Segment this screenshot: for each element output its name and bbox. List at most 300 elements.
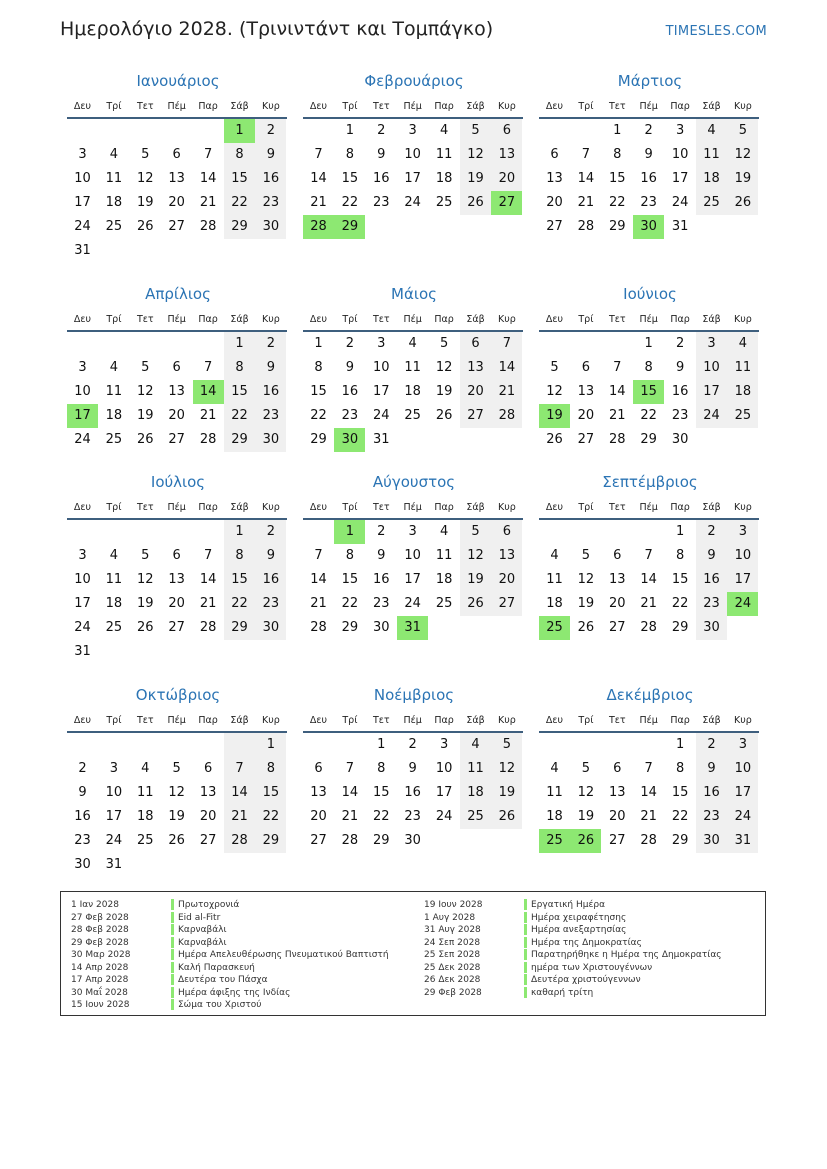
day-cell[interactable]: 20 <box>168 408 185 423</box>
day-cell[interactable]: 19 <box>577 596 595 611</box>
day-cell[interactable]: 14 <box>609 384 626 399</box>
day-cell[interactable]: 13 <box>491 544 522 568</box>
day-cell[interactable]: 15 <box>255 781 286 805</box>
day-cell[interactable]: 14 <box>341 785 359 800</box>
day-cell[interactable]: 4 <box>408 336 417 351</box>
day-cell[interactable]: 11 <box>105 384 123 399</box>
day-cell[interactable]: 25 <box>460 805 491 829</box>
day-cell[interactable]: 2 <box>255 332 286 356</box>
day-cell[interactable]: 4 <box>727 332 758 356</box>
day-cell[interactable]: 18 <box>460 781 491 805</box>
day-cell[interactable]: 28 <box>491 404 522 428</box>
day-cell[interactable]: 30 <box>696 616 727 640</box>
day-cell[interactable]: 21 <box>640 596 657 611</box>
day-cell[interactable]: 12 <box>546 384 563 399</box>
day-cell[interactable]: 1 <box>224 332 255 356</box>
day-cell[interactable]: 8 <box>377 761 386 776</box>
day-cell[interactable]: 6 <box>460 332 491 356</box>
day-cell[interactable]: 1 <box>377 737 386 752</box>
day-cell[interactable]: 28 <box>640 620 657 635</box>
day-cell[interactable]: 22 <box>671 809 689 824</box>
day-cell[interactable]: 24 <box>435 809 453 824</box>
day-cell[interactable]: 17 <box>74 596 91 611</box>
day-cell[interactable]: 15 <box>609 171 626 186</box>
day-cell[interactable]: 22 <box>224 191 255 215</box>
day-cell[interactable]: 12 <box>460 544 491 568</box>
day-cell[interactable]: 12 <box>435 360 453 375</box>
day-cell[interactable]: 3 <box>408 524 417 539</box>
day-cell[interactable]: 17 <box>727 781 758 805</box>
day-cell[interactable]: 20 <box>168 596 185 611</box>
day-cell[interactable]: 21 <box>491 380 522 404</box>
day-cell[interactable]: 27 <box>609 620 626 635</box>
day-cell[interactable]: 18 <box>435 572 453 587</box>
day-cell[interactable]: 19 <box>460 568 491 592</box>
day-cell[interactable]: 8 <box>613 147 622 162</box>
day-cell[interactable]: 18 <box>137 809 154 824</box>
day-cell[interactable]: 8 <box>314 360 323 375</box>
day-cell[interactable]: 14 <box>224 781 255 805</box>
day-cell[interactable]: 18 <box>105 195 123 210</box>
day-cell[interactable]: 30 <box>74 857 91 872</box>
holiday-day[interactable]: 30 <box>633 215 664 239</box>
day-cell[interactable]: 5 <box>581 548 591 563</box>
day-cell[interactable]: 2 <box>345 336 355 351</box>
day-cell[interactable]: 14 <box>199 572 217 587</box>
holiday-day[interactable]: 25 <box>539 616 570 640</box>
day-cell[interactable]: 20 <box>609 596 626 611</box>
day-cell[interactable]: 19 <box>137 195 154 210</box>
day-cell[interactable]: 22 <box>224 592 255 616</box>
day-cell[interactable]: 25 <box>105 432 123 447</box>
day-cell[interactable]: 18 <box>105 596 123 611</box>
brand-link[interactable]: TIMESLES.COM <box>665 24 767 39</box>
day-cell[interactable]: 15 <box>224 167 255 191</box>
day-cell[interactable]: 19 <box>137 596 154 611</box>
day-cell[interactable]: 16 <box>404 785 421 800</box>
day-cell[interactable]: 23 <box>696 592 727 616</box>
day-cell[interactable]: 29 <box>373 833 390 848</box>
day-cell[interactable]: 23 <box>74 833 91 848</box>
day-cell[interactable]: 30 <box>373 620 390 635</box>
day-cell[interactable]: 4 <box>550 761 559 776</box>
day-cell[interactable]: 26 <box>137 432 154 447</box>
day-cell[interactable]: 3 <box>78 360 87 375</box>
day-cell[interactable]: 15 <box>341 572 359 587</box>
day-cell[interactable]: 17 <box>74 195 91 210</box>
day-cell[interactable]: 9 <box>408 761 417 776</box>
day-cell[interactable]: 31 <box>727 829 758 853</box>
day-cell[interactable]: 9 <box>696 544 727 568</box>
day-cell[interactable]: 1 <box>224 520 255 544</box>
day-cell[interactable]: 16 <box>696 568 727 592</box>
day-cell[interactable]: 4 <box>109 360 119 375</box>
day-cell[interactable]: 21 <box>310 596 327 611</box>
day-cell[interactable]: 29 <box>609 219 626 234</box>
day-cell[interactable]: 17 <box>671 171 689 186</box>
day-cell[interactable]: 10 <box>74 572 91 587</box>
day-cell[interactable]: 27 <box>491 592 522 616</box>
holiday-day[interactable]: 1 <box>334 520 365 544</box>
day-cell[interactable]: 18 <box>546 809 563 824</box>
day-cell[interactable]: 29 <box>224 616 255 640</box>
day-cell[interactable]: 22 <box>671 596 689 611</box>
day-cell[interactable]: 7 <box>644 548 653 563</box>
day-cell[interactable]: 28 <box>199 432 217 447</box>
day-cell[interactable]: 7 <box>644 761 653 776</box>
day-cell[interactable]: 11 <box>460 757 491 781</box>
day-cell[interactable]: 17 <box>435 785 453 800</box>
day-cell[interactable]: 2 <box>696 733 727 757</box>
day-cell[interactable]: 29 <box>341 620 359 635</box>
day-cell[interactable]: 21 <box>199 195 217 210</box>
day-cell[interactable]: 10 <box>105 785 123 800</box>
day-cell[interactable]: 31 <box>105 857 123 872</box>
day-cell[interactable]: 31 <box>74 243 91 258</box>
day-cell[interactable]: 14 <box>640 572 657 587</box>
day-cell[interactable]: 7 <box>314 548 323 563</box>
day-cell[interactable]: 9 <box>377 548 386 563</box>
day-cell[interactable]: 19 <box>727 167 758 191</box>
day-cell[interactable]: 22 <box>341 596 359 611</box>
day-cell[interactable]: 23 <box>671 408 689 423</box>
day-cell[interactable]: 12 <box>168 785 185 800</box>
day-cell[interactable]: 9 <box>696 757 727 781</box>
day-cell[interactable]: 2 <box>408 737 417 752</box>
holiday-day[interactable]: 28 <box>303 215 334 239</box>
day-cell[interactable]: 12 <box>577 785 595 800</box>
day-cell[interactable]: 22 <box>255 805 286 829</box>
day-cell[interactable]: 26 <box>727 191 758 215</box>
day-cell[interactable]: 20 <box>491 167 522 191</box>
day-cell[interactable]: 30 <box>255 215 286 239</box>
day-cell[interactable]: 8 <box>224 143 255 167</box>
day-cell[interactable]: 1 <box>675 524 685 539</box>
day-cell[interactable]: 19 <box>137 408 154 423</box>
holiday-day[interactable]: 25 <box>539 829 570 853</box>
day-cell[interactable]: 26 <box>491 805 522 829</box>
day-cell[interactable]: 16 <box>696 781 727 805</box>
day-cell[interactable]: 8 <box>644 360 653 375</box>
day-cell[interactable]: 20 <box>609 809 626 824</box>
day-cell[interactable]: 11 <box>696 143 727 167</box>
day-cell[interactable]: 14 <box>491 356 522 380</box>
day-cell[interactable]: 27 <box>168 219 185 234</box>
day-cell[interactable]: 18 <box>727 380 758 404</box>
day-cell[interactable]: 12 <box>137 572 154 587</box>
day-cell[interactable]: 4 <box>109 548 119 563</box>
day-cell[interactable]: 12 <box>727 143 758 167</box>
day-cell[interactable]: 20 <box>168 195 185 210</box>
day-cell[interactable]: 13 <box>168 384 185 399</box>
day-cell[interactable]: 23 <box>404 809 421 824</box>
day-cell[interactable]: 12 <box>460 143 491 167</box>
day-cell[interactable]: 23 <box>696 805 727 829</box>
day-cell[interactable]: 17 <box>404 572 421 587</box>
day-cell[interactable]: 1 <box>314 336 323 351</box>
day-cell[interactable]: 11 <box>727 356 758 380</box>
day-cell[interactable]: 9 <box>675 360 685 375</box>
holiday-day[interactable]: 29 <box>334 215 365 239</box>
day-cell[interactable]: 19 <box>168 809 185 824</box>
holiday-day[interactable]: 26 <box>570 829 601 853</box>
day-cell[interactable]: 6 <box>172 548 181 563</box>
day-cell[interactable]: 17 <box>373 384 390 399</box>
day-cell[interactable]: 17 <box>696 380 727 404</box>
day-cell[interactable]: 6 <box>581 360 591 375</box>
day-cell[interactable]: 3 <box>109 761 119 776</box>
holiday-day[interactable]: 15 <box>633 380 664 404</box>
holiday-day[interactable]: 1 <box>224 119 255 143</box>
day-cell[interactable]: 5 <box>141 147 150 162</box>
day-cell[interactable]: 15 <box>224 380 255 404</box>
day-cell[interactable]: 9 <box>78 785 87 800</box>
day-cell[interactable]: 4 <box>460 733 491 757</box>
day-cell[interactable]: 1 <box>345 123 355 138</box>
day-cell[interactable]: 23 <box>255 592 286 616</box>
day-cell[interactable]: 5 <box>550 360 559 375</box>
day-cell[interactable]: 14 <box>577 171 595 186</box>
holiday-day[interactable]: 19 <box>539 404 570 428</box>
day-cell[interactable]: 25 <box>404 408 421 423</box>
day-cell[interactable]: 9 <box>255 356 286 380</box>
day-cell[interactable]: 4 <box>109 147 119 162</box>
day-cell[interactable]: 7 <box>613 360 622 375</box>
day-cell[interactable]: 27 <box>609 833 626 848</box>
day-cell[interactable]: 3 <box>696 332 727 356</box>
day-cell[interactable]: 9 <box>644 147 653 162</box>
day-cell[interactable]: 24 <box>373 408 390 423</box>
day-cell[interactable]: 15 <box>671 572 689 587</box>
day-cell[interactable]: 13 <box>577 384 595 399</box>
day-cell[interactable]: 20 <box>577 408 595 423</box>
day-cell[interactable]: 13 <box>168 572 185 587</box>
day-cell[interactable]: 10 <box>373 360 390 375</box>
day-cell[interactable]: 5 <box>141 360 150 375</box>
day-cell[interactable]: 21 <box>310 195 327 210</box>
day-cell[interactable]: 11 <box>105 171 123 186</box>
day-cell[interactable]: 27 <box>310 833 327 848</box>
day-cell[interactable]: 28 <box>199 219 217 234</box>
day-cell[interactable]: 3 <box>675 123 685 138</box>
day-cell[interactable]: 27 <box>546 219 563 234</box>
day-cell[interactable]: 16 <box>255 380 286 404</box>
day-cell[interactable]: 6 <box>172 360 181 375</box>
day-cell[interactable]: 7 <box>203 548 213 563</box>
day-cell[interactable]: 30 <box>696 829 727 853</box>
day-cell[interactable]: 27 <box>168 620 185 635</box>
day-cell[interactable]: 18 <box>546 596 563 611</box>
day-cell[interactable]: 24 <box>74 219 91 234</box>
day-cell[interactable]: 7 <box>203 147 213 162</box>
day-cell[interactable]: 5 <box>172 761 181 776</box>
day-cell[interactable]: 23 <box>373 596 390 611</box>
day-cell[interactable]: 20 <box>460 380 491 404</box>
day-cell[interactable]: 13 <box>609 785 626 800</box>
day-cell[interactable]: 30 <box>255 428 286 452</box>
day-cell[interactable]: 24 <box>727 805 758 829</box>
day-cell[interactable]: 27 <box>577 432 595 447</box>
day-cell[interactable]: 22 <box>310 408 327 423</box>
day-cell[interactable]: 20 <box>310 809 327 824</box>
day-cell[interactable]: 4 <box>439 123 449 138</box>
day-cell[interactable]: 3 <box>727 520 758 544</box>
day-cell[interactable]: 11 <box>137 785 154 800</box>
day-cell[interactable]: 7 <box>224 757 255 781</box>
day-cell[interactable]: 19 <box>460 167 491 191</box>
day-cell[interactable]: 23 <box>341 408 359 423</box>
day-cell[interactable]: 5 <box>460 520 491 544</box>
day-cell[interactable]: 2 <box>255 119 286 143</box>
day-cell[interactable]: 3 <box>727 733 758 757</box>
day-cell[interactable]: 22 <box>640 408 657 423</box>
day-cell[interactable]: 23 <box>255 191 286 215</box>
day-cell[interactable]: 11 <box>435 147 453 162</box>
day-cell[interactable]: 6 <box>491 520 522 544</box>
day-cell[interactable]: 8 <box>675 548 685 563</box>
day-cell[interactable]: 29 <box>671 620 689 635</box>
day-cell[interactable]: 5 <box>727 119 758 143</box>
day-cell[interactable]: 13 <box>491 143 522 167</box>
day-cell[interactable]: 28 <box>577 219 595 234</box>
day-cell[interactable]: 14 <box>199 171 217 186</box>
day-cell[interactable]: 24 <box>404 596 421 611</box>
day-cell[interactable]: 2 <box>377 524 386 539</box>
day-cell[interactable]: 29 <box>224 215 255 239</box>
day-cell[interactable]: 21 <box>577 195 595 210</box>
day-cell[interactable]: 6 <box>203 761 213 776</box>
day-cell[interactable]: 13 <box>199 785 217 800</box>
day-cell[interactable]: 2 <box>675 336 685 351</box>
day-cell[interactable]: 25 <box>727 404 758 428</box>
day-cell[interactable]: 25 <box>105 620 123 635</box>
day-cell[interactable]: 12 <box>577 572 595 587</box>
day-cell[interactable]: 1 <box>644 336 653 351</box>
day-cell[interactable]: 26 <box>168 833 185 848</box>
day-cell[interactable]: 8 <box>345 147 355 162</box>
day-cell[interactable]: 3 <box>408 123 417 138</box>
day-cell[interactable]: 20 <box>199 809 217 824</box>
day-cell[interactable]: 30 <box>255 616 286 640</box>
day-cell[interactable]: 9 <box>377 147 386 162</box>
holiday-day[interactable]: 30 <box>334 428 365 452</box>
day-cell[interactable]: 8 <box>255 757 286 781</box>
day-cell[interactable]: 31 <box>74 644 91 659</box>
day-cell[interactable]: 26 <box>137 219 154 234</box>
day-cell[interactable]: 25 <box>696 191 727 215</box>
day-cell[interactable]: 19 <box>491 781 522 805</box>
day-cell[interactable]: 8 <box>345 548 355 563</box>
holiday-day[interactable]: 27 <box>491 191 522 215</box>
day-cell[interactable]: 16 <box>255 568 286 592</box>
day-cell[interactable]: 23 <box>640 195 657 210</box>
day-cell[interactable]: 10 <box>435 761 453 776</box>
day-cell[interactable]: 1 <box>613 123 622 138</box>
day-cell[interactable]: 10 <box>727 544 758 568</box>
day-cell[interactable]: 25 <box>105 219 123 234</box>
day-cell[interactable]: 12 <box>491 757 522 781</box>
holiday-day[interactable]: 14 <box>193 380 224 404</box>
day-cell[interactable]: 7 <box>203 360 213 375</box>
day-cell[interactable]: 5 <box>491 733 522 757</box>
day-cell[interactable]: 13 <box>310 785 327 800</box>
day-cell[interactable]: 26 <box>460 191 491 215</box>
day-cell[interactable]: 21 <box>199 596 217 611</box>
day-cell[interactable]: 31 <box>373 432 390 447</box>
day-cell[interactable]: 10 <box>696 356 727 380</box>
day-cell[interactable]: 28 <box>341 833 359 848</box>
day-cell[interactable]: 7 <box>345 761 355 776</box>
day-cell[interactable]: 25 <box>435 195 453 210</box>
day-cell[interactable]: 28 <box>640 833 657 848</box>
day-cell[interactable]: 14 <box>310 572 327 587</box>
day-cell[interactable]: 13 <box>609 572 626 587</box>
day-cell[interactable]: 19 <box>435 384 453 399</box>
day-cell[interactable]: 6 <box>491 119 522 143</box>
day-cell[interactable]: 16 <box>373 171 390 186</box>
day-cell[interactable]: 17 <box>727 568 758 592</box>
day-cell[interactable]: 1 <box>255 733 286 757</box>
day-cell[interactable]: 11 <box>105 572 123 587</box>
day-cell[interactable]: 5 <box>581 761 591 776</box>
day-cell[interactable]: 31 <box>671 219 689 234</box>
day-cell[interactable]: 6 <box>613 548 622 563</box>
day-cell[interactable]: 15 <box>341 171 359 186</box>
day-cell[interactable]: 6 <box>550 147 559 162</box>
day-cell[interactable]: 16 <box>341 384 359 399</box>
holiday-day[interactable]: 31 <box>397 616 428 640</box>
day-cell[interactable]: 2 <box>377 123 386 138</box>
day-cell[interactable]: 7 <box>581 147 591 162</box>
day-cell[interactable]: 30 <box>671 432 689 447</box>
day-cell[interactable]: 11 <box>435 548 453 563</box>
day-cell[interactable]: 28 <box>224 829 255 853</box>
day-cell[interactable]: 10 <box>74 384 91 399</box>
holiday-day[interactable]: 24 <box>727 592 758 616</box>
day-cell[interactable]: 26 <box>546 432 563 447</box>
day-cell[interactable]: 3 <box>377 336 386 351</box>
day-cell[interactable]: 21 <box>609 408 626 423</box>
day-cell[interactable]: 19 <box>577 809 595 824</box>
day-cell[interactable]: 6 <box>613 761 622 776</box>
day-cell[interactable]: 18 <box>105 408 123 423</box>
day-cell[interactable]: 10 <box>404 548 421 563</box>
day-cell[interactable]: 26 <box>137 620 154 635</box>
day-cell[interactable]: 16 <box>640 171 657 186</box>
day-cell[interactable]: 21 <box>224 805 255 829</box>
day-cell[interactable]: 3 <box>78 147 87 162</box>
day-cell[interactable]: 11 <box>546 572 563 587</box>
day-cell[interactable]: 29 <box>224 428 255 452</box>
day-cell[interactable]: 4 <box>439 524 449 539</box>
day-cell[interactable]: 11 <box>546 785 563 800</box>
day-cell[interactable]: 9 <box>345 360 355 375</box>
day-cell[interactable]: 22 <box>341 195 359 210</box>
day-cell[interactable]: 3 <box>439 737 449 752</box>
day-cell[interactable]: 28 <box>199 620 217 635</box>
day-cell[interactable]: 15 <box>373 785 390 800</box>
day-cell[interactable]: 2 <box>255 520 286 544</box>
day-cell[interactable]: 15 <box>310 384 327 399</box>
day-cell[interactable]: 24 <box>696 404 727 428</box>
day-cell[interactable]: 18 <box>435 171 453 186</box>
day-cell[interactable]: 24 <box>671 195 689 210</box>
day-cell[interactable]: 25 <box>435 596 453 611</box>
day-cell[interactable]: 8 <box>675 761 685 776</box>
day-cell[interactable]: 8 <box>224 544 255 568</box>
day-cell[interactable]: 8 <box>224 356 255 380</box>
day-cell[interactable]: 22 <box>224 404 255 428</box>
